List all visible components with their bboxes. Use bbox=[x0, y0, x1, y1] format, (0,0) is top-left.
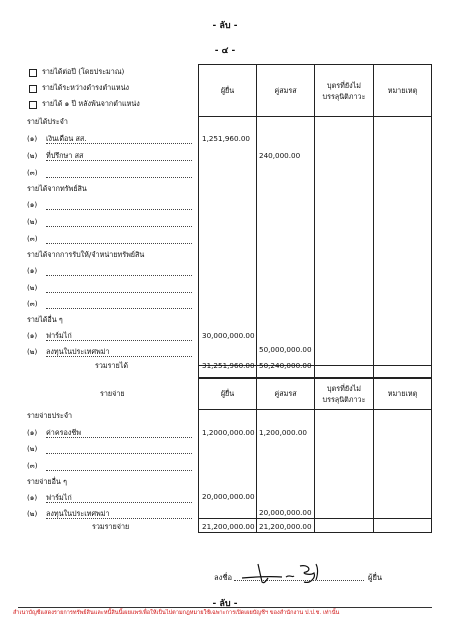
income-sale-title: รายได้จากการรับให้/จำหน่ายทรัพย์สิน bbox=[27, 250, 145, 259]
income-sale-no-3: (๓) bbox=[27, 299, 38, 308]
page-number: - ๔ - bbox=[214, 46, 236, 56]
col-remark: หมายเหตุ bbox=[374, 65, 432, 117]
checkbox-annual-income[interactable] bbox=[29, 69, 37, 77]
income-other-label-2: ลงทุนในประเทศพม่า bbox=[46, 347, 110, 356]
income-regular-label-2: ที่ปรึกษา สส bbox=[46, 151, 84, 160]
checkbox-label-during-term: รายได้ระหว่างดำรงตำแหน่ง bbox=[42, 83, 130, 92]
income-asset-no-1: (๑) bbox=[27, 200, 38, 209]
expense-regular-spouse-1: 1,200,000.00 bbox=[259, 428, 308, 437]
expense-regular-no-3: (๓) bbox=[27, 461, 38, 470]
expense-regular-filer-1: 1,2000,000.00 bbox=[202, 428, 255, 437]
expense-other-label-2: ลงทุนในประเทศพม่า bbox=[46, 509, 110, 518]
expense-total-spouse: 21,200,000.00 bbox=[259, 522, 312, 531]
expense-head-label: รายจ่าย bbox=[100, 389, 125, 398]
income-other-spouse-2: 50,000,000.00 bbox=[259, 345, 312, 354]
exp-col-child-line2: บรรลุนิติภาวะ bbox=[322, 394, 366, 404]
exp-col-spouse: คู่สมรส bbox=[257, 378, 315, 410]
col-child-line1: บุตรที่ยังไม่ bbox=[327, 80, 361, 90]
col-filer: ผู้ยื่น bbox=[199, 65, 257, 117]
secret-mark-bottom: - ลับ - bbox=[212, 599, 238, 609]
expense-regular-title: รายจ่ายประจำ bbox=[27, 411, 73, 420]
income-regular-spouse-2: 240,000.00 bbox=[259, 151, 301, 160]
income-regular-title: รายได้ประจำ bbox=[27, 117, 68, 126]
income-other-filer-1: 30,000,000.00 bbox=[202, 331, 255, 340]
expense-other-filer-1: 20,000,000.00 bbox=[202, 492, 255, 501]
secret-mark-top: - ลับ - bbox=[212, 21, 238, 31]
exp-col-child bbox=[315, 378, 374, 410]
expense-table bbox=[198, 377, 432, 533]
col-child bbox=[315, 65, 374, 117]
income-asset-no-3: (๓) bbox=[27, 234, 38, 243]
income-asset-title: รายได้จากทรัพย์สิน bbox=[27, 184, 87, 193]
income-regular-no-1: (๑) bbox=[27, 134, 38, 143]
income-other-no-1: (๑) bbox=[27, 331, 38, 340]
checkbox-after-term[interactable] bbox=[29, 101, 37, 109]
col-child-line2: บรรลุนิติภาวะ bbox=[322, 91, 366, 101]
expense-regular-label-1: ค่าครองชีพ bbox=[46, 428, 81, 437]
income-total-filer: 31,251,960.00 bbox=[202, 361, 255, 370]
checkbox-label-annual: รายได้ต่อปี (โดยประมาณ) bbox=[42, 67, 125, 76]
checkbox-label-after-term: รายได้ ๑ ปี หลังพ้นจากตำแหน่ง bbox=[42, 99, 140, 108]
signer-role-label: ผู้ยื่น bbox=[368, 573, 383, 582]
exp-col-child-line1: บุตรที่ยังไม่ bbox=[327, 383, 361, 393]
income-sale-no-1: (๑) bbox=[27, 266, 38, 275]
expense-total-filer: 21,200,000.00 bbox=[202, 522, 255, 531]
expense-total-label: รวมรายจ่าย bbox=[92, 522, 130, 531]
income-sale-no-2: (๒) bbox=[27, 283, 38, 292]
handwritten-signature bbox=[238, 560, 348, 586]
exp-col-filer: ผู้ยื่น bbox=[199, 378, 257, 410]
income-regular-no-2: (๒) bbox=[27, 151, 38, 160]
expense-regular-no-2: (๒) bbox=[27, 444, 38, 453]
sign-label: ลงชื่อ bbox=[214, 573, 233, 582]
income-total-label: รวมรายได้ bbox=[95, 361, 129, 370]
income-other-no-2: (๒) bbox=[27, 347, 38, 356]
income-regular-label-1: เงินเดือน สส. bbox=[46, 134, 87, 143]
income-regular-no-3: (๓) bbox=[27, 168, 38, 177]
expense-other-no-2: (๒) bbox=[27, 509, 38, 518]
exp-col-remark: หมายเหตุ bbox=[374, 378, 432, 410]
footer-disclaimer: สำเนาบัญชีแสดงรายการทรัพย์สินและหนี้สินนี้เผยแพร่เพื่อให้เป็นไปตามกฎหมายใช้เฉพาะการเปิดเผยบัญชีฯ ของสำนักงาน ป.ป.ช. เท่านั้น bbox=[13, 610, 340, 616]
income-regular-filer-1: 1,251,960.00 bbox=[202, 134, 251, 143]
expense-other-spouse-2: 20,000,000.00 bbox=[259, 508, 312, 517]
income-other-title: รายได้อื่น ๆ bbox=[27, 315, 63, 324]
expense-other-no-1: (๑) bbox=[27, 493, 38, 502]
checkbox-during-term[interactable] bbox=[29, 85, 37, 93]
col-spouse: คู่สมรส bbox=[257, 65, 315, 117]
expense-other-title: รายจ่ายอื่น ๆ bbox=[27, 477, 67, 486]
expense-regular-no-1: (๑) bbox=[27, 428, 38, 437]
income-asset-no-2: (๒) bbox=[27, 217, 38, 226]
income-total-spouse: 50,240,000.00 bbox=[259, 361, 312, 370]
expense-other-label-1: ฟาร์มไก่ bbox=[46, 493, 72, 502]
income-other-label-1: ฟาร์มไก่ bbox=[46, 331, 72, 340]
